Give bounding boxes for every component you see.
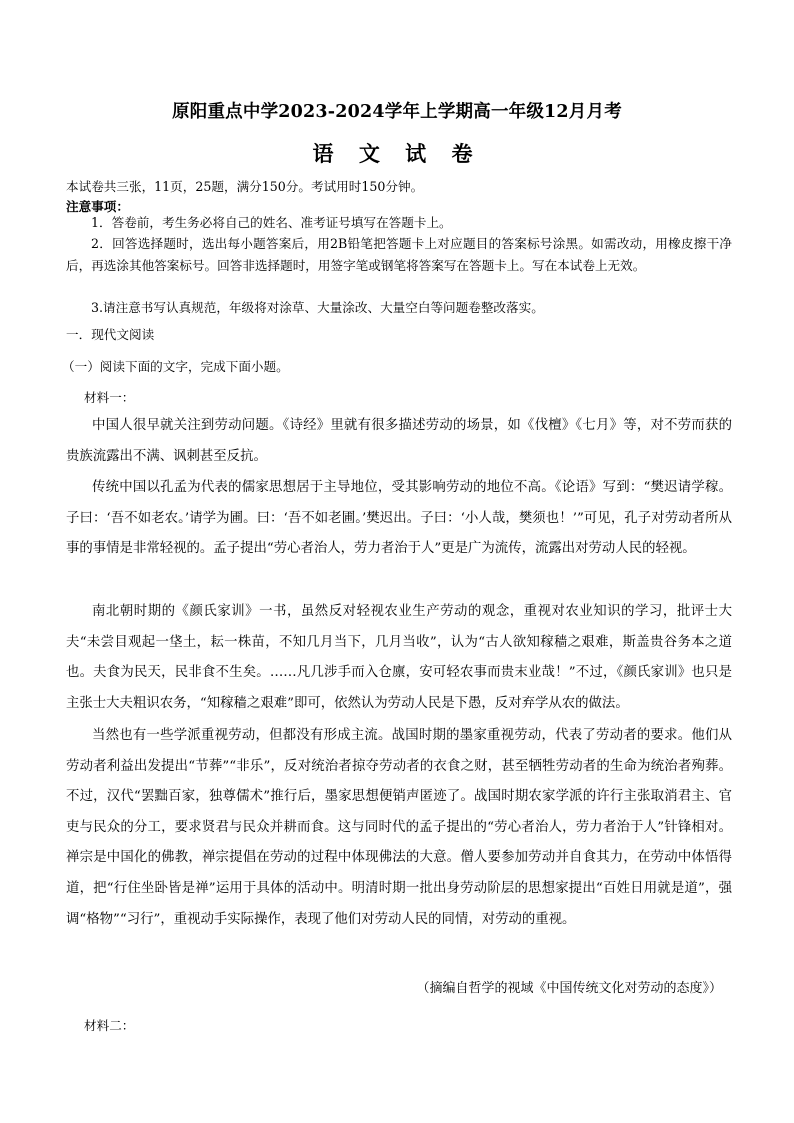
material-one-source: （摘编自哲学的视域《中国传统文化对劳动的态度》） [416,981,722,996]
subsection-instruction: （一）阅读下面的文字，完成下面小题。 [62,359,289,374]
notice-item-3: 3.请注意书写认真规范，年级将对涂草、大量涂改、大量空白等问题卷整改落实。 [91,300,544,315]
exam-subject: 语 文 试 卷 [312,141,482,166]
notice-item-1: 1．答卷前，考生务必将自己的姓名、准考证号填写在答题卡上。 [91,215,452,230]
section-heading-modern-reading: 一．现代文阅读 [66,327,155,342]
material-one-paragraph-1: 中国人很早就关注到劳动问题。《诗经》里就有很多描述劳动的场景，如《伐檀》《七月》等，对不劳而获的贵族流露出不满、讽刺甚至反抗。 [66,418,732,464]
exam-title: 原阳重点中学2023-2024学年上学期高一年级12月月考 [172,102,622,122]
material-two-label: 材料二： [84,1018,135,1033]
material-one-label: 材料一： [84,390,135,405]
material-one-paragraph-3: 南北朝时期的《颜氏家训》一书，虽然反对轻视农业生产劳动的观念，重视对农业知识的学习，批评士大夫“未尝目观起一垡土，耘一株苗，不知几月当下，几月当收”，认为“古人欲知稼穑之艰难，斯盖贵谷务本之道也。夫食为民天，民非食不生矣。……凡几涉手而入仓廪，安可轻农事而贵末业哉！”不过，《颜氏家训》也只是主张士大夫粗识农务，“知稼穑之艰难”即可，依然认为劳动人民是下愚，反对弃学从农的做法。 [66,604,732,711]
notice-heading: 注意事项： [66,199,129,214]
material-one-paragraph-4: 当然也有一些学派重视劳动，但都没有形成主流。战国时期的墨家重视劳动，代表了劳动者的要求。他们从劳动者利益出发提出“节葬”“非乐”，反对统治者掠夺劳动者的衣食之财，甚至牺牲劳动者的生命为统治者殉葬。不过，汉代“罢黜百家，独尊儒术”推行后，墨家思想便销声匿迹了。战国时期农家学派的许行主张取消君主、官吏与民众的分工，要求贤君与民众并耕而食。这与同时代的孟子提出的“劳心者治人，劳力者治于人”针锋相对。禅宗是中国化的佛教，禅宗提倡在劳动的过程中体现佛法的大意。僧人要参加劳动并自食其力，在劳动中体悟得道，把“行住坐卧皆是禅”运用于具体的活动中。明清时期一批出身劳动阶层的思想家提出“百姓日用就是道”，强调“格物”“习行”，重视动手实际操作，表现了他们对劳动人民的同情，对劳动的重视。 [66,728,732,927]
material-one-paragraph-2: 传统中国以孔孟为代表的儒家思想居于主导地位，受其影响劳动的地位不高。《论语》写到：“樊迟请学稼。子曰：‘吾不如老农。’请学为圃。曰：‘吾不如老圃。’樊迟出。子曰：‘小人哉，樊须也！’”可见，孔子对劳动者所从事的事情是非常轻视的。孟子提出“劳心者治人，劳力者治于人”更是广为流传，流露出对劳动人民的轻视。 [66,480,732,557]
notice-item-2: 2．回答选择题时，选出每小题答案后，用2B铅笔把答题卡上对应题目的答案标号涂黑。如需改动，用橡皮擦干净后，再选涂其他答案标号。回答非选择题时，用签字笔或钢笔将答案写在答题卡上。写在本试卷上无效。 [66,236,732,273]
exam-meta-info: 本试卷共三张，11页，25题，满分150分。考试用时150分钟。 [66,179,424,194]
